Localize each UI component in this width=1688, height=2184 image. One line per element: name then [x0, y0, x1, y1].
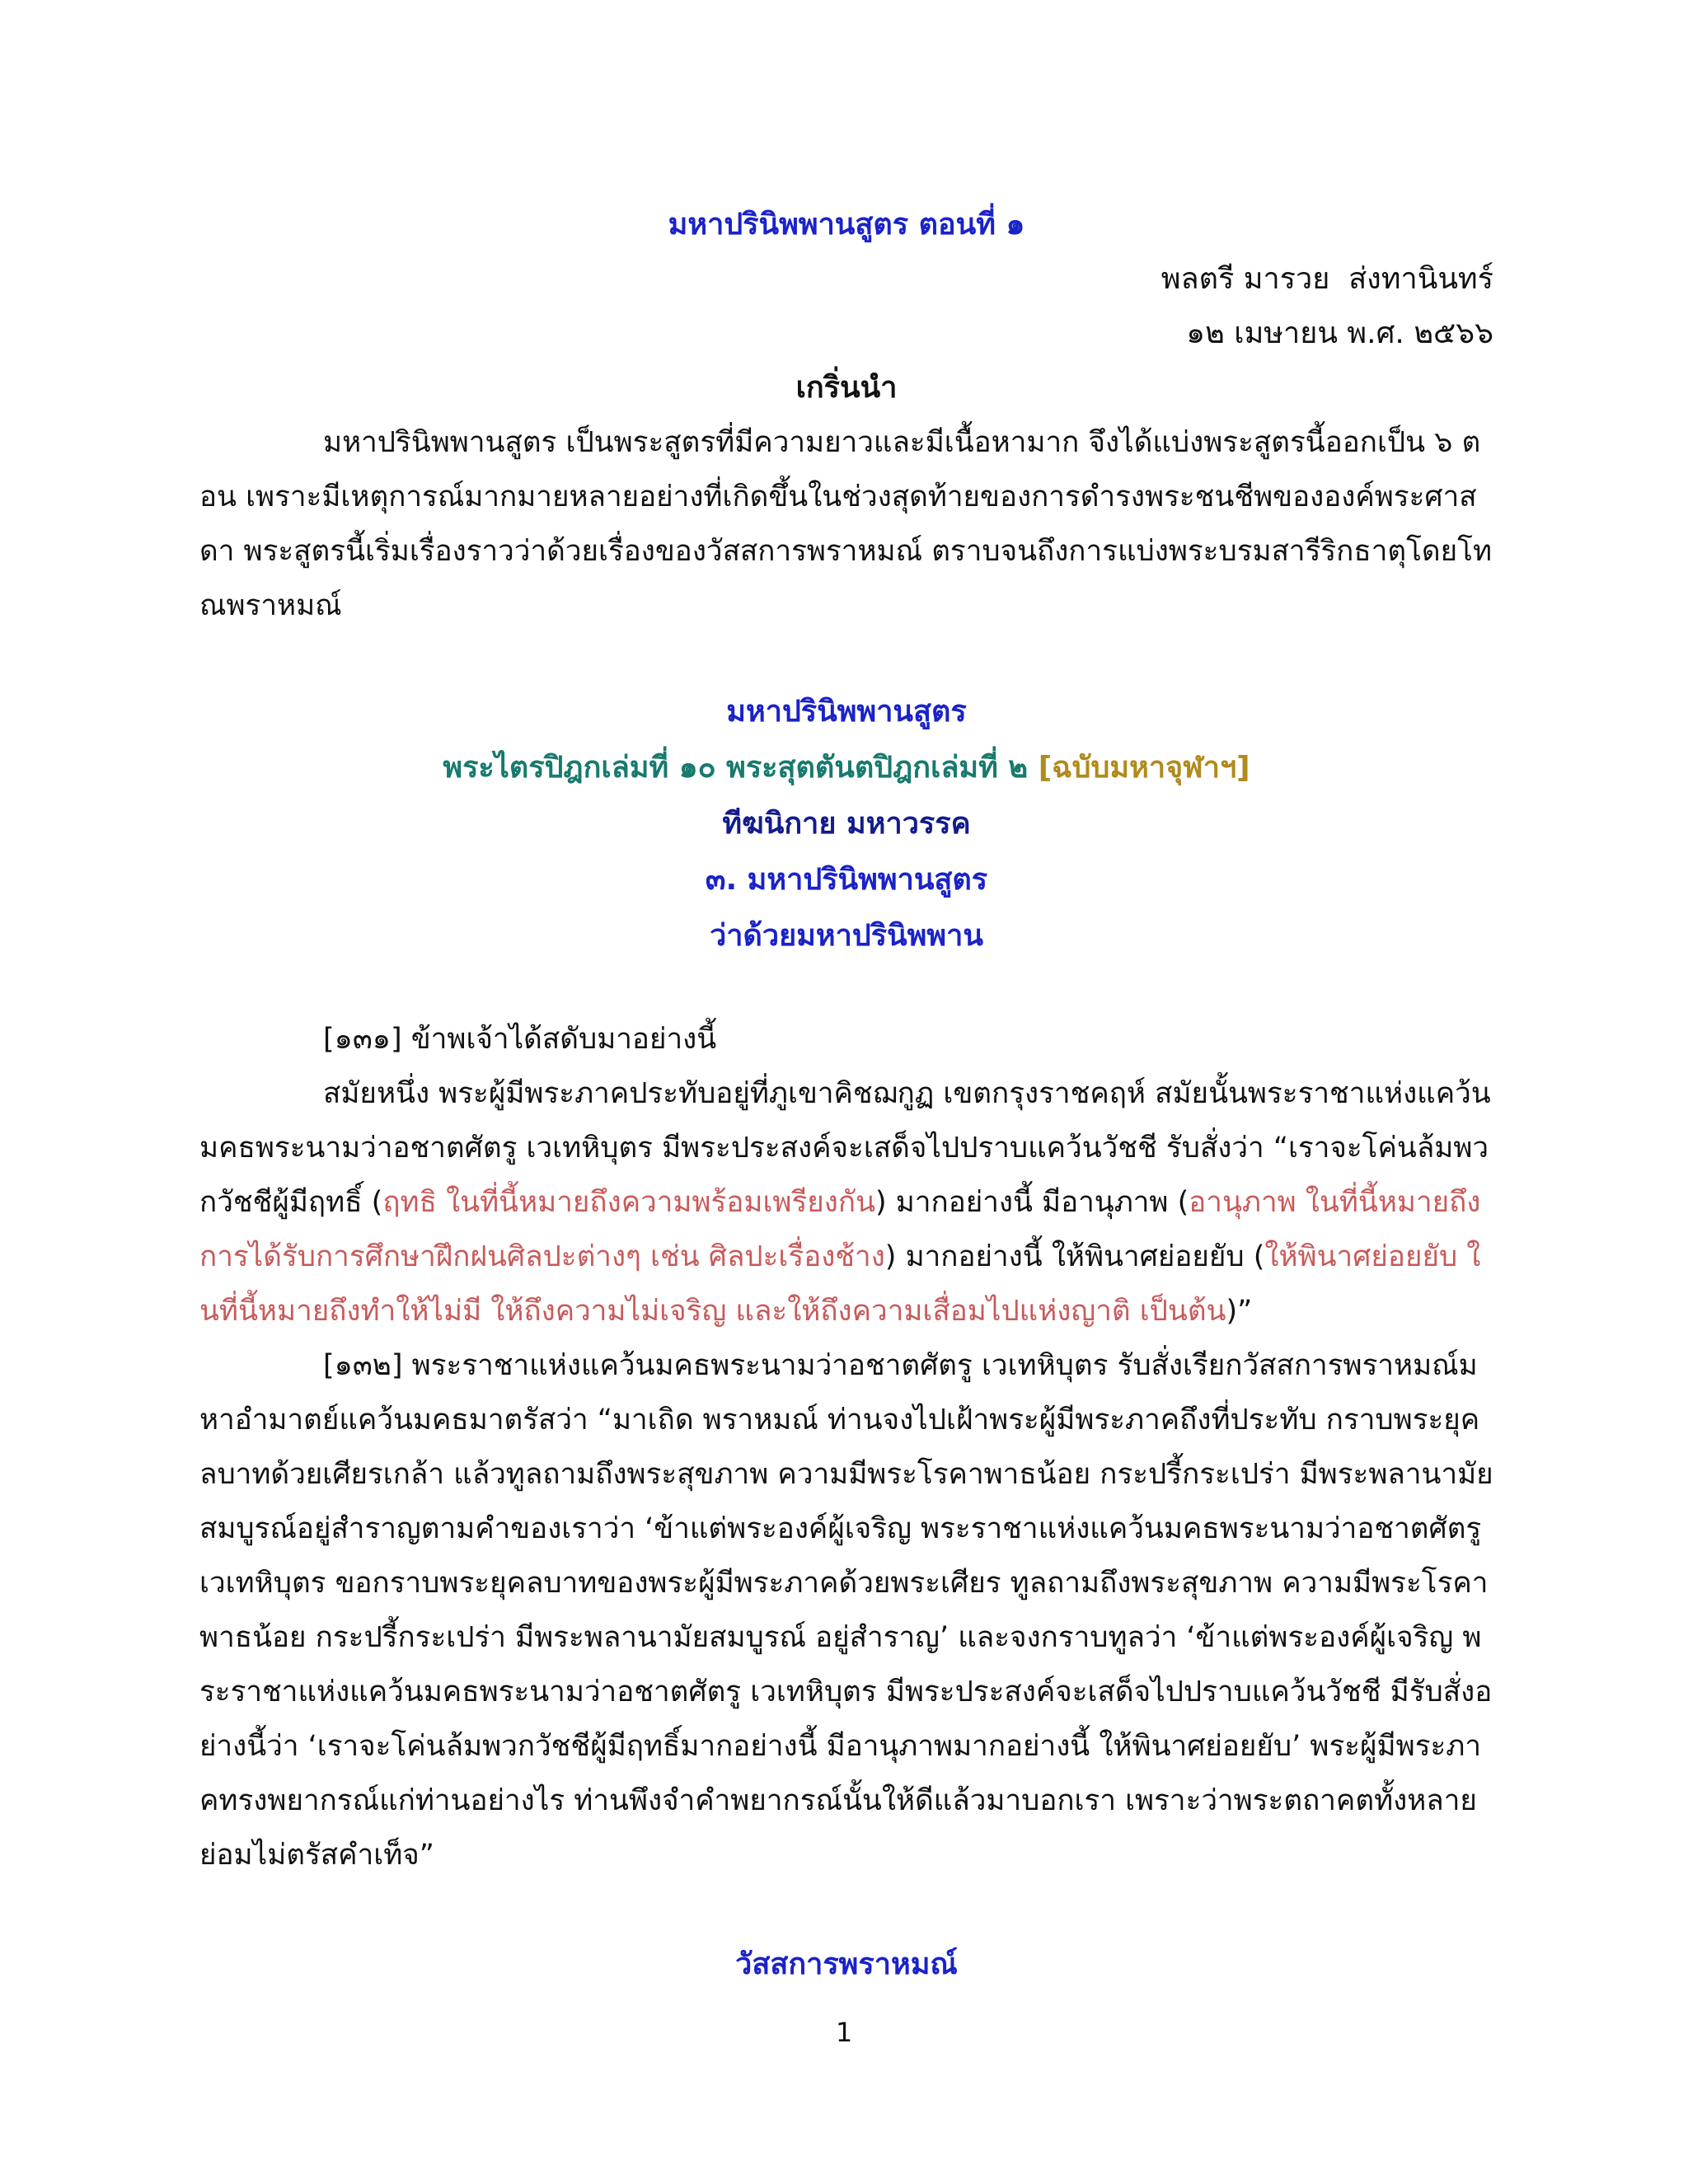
paragraph-131-segment: สมัยหนึ่ง พระผู้มีพระภาคประทับอยู่ที่ภูเขาคิชฌกูฏ เขตกรุงราชคฤห์ สมัยนั้นพระราชาแห่งแคว้นมคธพระนามว่าอชาตศัตรู เวเทหิบุตร มีพระประสงค์จะเสด็จไปปราบแคว้นวัชชี รับสั่งว่า “เราจะโค่นล้มพวกวัชชีผู้มีฤทธิ์ ( [199, 1077, 1491, 1219]
edition-label: [ฉบับมหาจุฬาฯ] [1038, 751, 1250, 785]
paragraph-131-segment: ) มากอย่างนี้ ให้พินาศย่อยยับ ( [884, 1240, 1265, 1273]
document-body [199, 198, 1493, 1993]
section-heading [199, 1937, 1493, 1993]
paragraph-131-intro-text: [๑๓๑] ข้าพเจ้าได้สดับมาอย่างนี้ [323, 1023, 717, 1056]
sutta-name-text: มหาปรินิพพานสูตร [726, 695, 967, 729]
explanatory-note: ให้พินาศย่อยยับ ในที่นี้หมายถึงทำให้ไม่มี ให้ถึงความไม่เจริญ และให้ถึงความเสื่อมไปแห่งญาติ เป็นต้น [199, 1240, 1481, 1328]
paragraph-131-segment: )” [1226, 1295, 1253, 1328]
author-name: พลตรี มารวย ส่งทานินทร์ [1160, 262, 1493, 296]
date-line [199, 307, 1493, 361]
document-title-text: มหาปรินิพพานสูตร ตอนที่ ๑ [668, 208, 1025, 241]
spacer [199, 1882, 1493, 1937]
tipitaka-reference [199, 740, 1493, 796]
document-title [199, 198, 1493, 252]
paragraph-131 [199, 1066, 1493, 1338]
page-number [0, 2008, 1688, 2057]
explanatory-note: อานุภาพ ในที่นี้หมายถึงการได้รับการศึกษาฝึกฝนศิลปะต่างๆ เช่น ศิลปะเรื่องช้าง [199, 1186, 1481, 1273]
intro-heading-text: เกริ่นนำ [795, 371, 898, 405]
sutta-subtitle-text: ว่าด้วยมหาปรินิพพาน [710, 919, 983, 953]
author-line [199, 252, 1493, 307]
paragraph-132 [199, 1338, 1493, 1882]
sutta-number-heading [199, 852, 1493, 908]
paragraph-132-text: [๑๓๒] พระราชาแห่งแคว้นมคธพระนามว่าอชาตศัตรู เวเทหิบุตร รับสั่งเรียกวัสสการพราหมณ์มหาอำมาตย์แคว้นมคธมาตรัสว่า “มาเถิด พราหมณ์ ท่านจงไปเฝ้าพระผู้มีพระภาคถึงที่ประทับ กราบพระยุคลบาทด้วยเศียรเกล้า แล้วทูลถามถึงพระสุขภาพ ความมีพระโรคาพาธน้อย กระปรี้กระเปร่า มีพระพลานามัยสมบูรณ์อยู่สำราญตามคำของเราว่า ‘ข้าแต่พระองค์ผู้เจริญ พระราชาแห่งแคว้นมคธพระนามว่าอชาตศัตรู เวเทหิบุตร ขอกราบพระยุคลบาทของพระผู้มีพระภาคด้วยพระเศียร ทูลถามถึงพระสุขภาพ ความมีพระโรคาพาธน้อย กระปรี้กระเปร่า มีพระพลานามัยสมบูรณ์ อยู่สำราญ’ และจงกราบทูลว่า ‘ข้าแต่พระองค์ผู้เจริญ พระราชาแห่งแคว้นมคธพระนามว่าอชาตศัตรู เวเทหิบุตร มีพระประสงค์จะเสด็จไปปราบแคว้นวัชชี มีรับสั่งอย่างนี้ว่า ‘เราจะโค่นล้มพวกวัชชีผู้มีฤทธิ์มากอย่างนี้ มีอานุภาพมากอย่างนี้ ให้พินาศย่อยยับ’ พระผู้มีพระภาคทรงพยากรณ์แก่ท่านอย่างไร ท่านพึงจำคำพยากรณ์นั้นให้ดีแล้วมาบอกเรา เพราะว่าพระตถาคตทั้งหลายย่อมไม่ตรัสคำเท็จ” [199, 1349, 1493, 1872]
paragraph-131-intro [199, 1012, 1493, 1066]
spacer [199, 633, 1493, 684]
document-date: ๑๒ เมษายน พ.ศ. ๒๕๖๖ [1186, 316, 1493, 350]
intro-paragraph [199, 415, 1493, 633]
section-heading-text: วัสสการพราหมณ์ [735, 1947, 958, 1981]
spacer [199, 964, 1493, 1012]
sutta-name-heading [199, 684, 1493, 740]
explanatory-note: ฤทธิ ในที่นี้หมายถึงความพร้อมเพรียงกัน [382, 1186, 875, 1219]
nikaya-heading [199, 796, 1493, 852]
intro-paragraph-text: มหาปรินิพพานสูตร เป็นพระสูตรที่มีความยาวและมีเนื้อหามาก จึงได้แบ่งพระสูตรนี้ออกเป็น ๖ ตอน เพราะมีเหตุการณ์มากมายหลายอย่างที่เกิดขึ้นในช่วงสุดท้ายของการดำรงพระชนชีพขององค์พระศาสดา พระสูตรนี้เริ่มเรื่องราวว่าด้วยเรื่องของวัสสการพราหมณ์ ตราบจนถึงการแบ่งพระบรมสารีริกธาตุโดยโทณพราหมณ์ [199, 426, 1493, 622]
intro-heading [199, 361, 1493, 415]
paragraph-131-segment: ) มากอย่างนี้ มีอานุภาพ ( [875, 1186, 1189, 1219]
sutta-subtitle [199, 908, 1493, 964]
nikaya-text: ทีฆนิกาย มหาวรรค [722, 807, 971, 841]
tipitaka-volume: พระไตรปิฎกเล่มที่ ๑๐ พระสุตตันตปิฎกเล่มที่ ๒ [443, 751, 1029, 785]
sutta-number-text: ๓. มหาปรินิพพานสูตร [705, 863, 988, 897]
page-number-text: 1 [835, 2017, 853, 2048]
